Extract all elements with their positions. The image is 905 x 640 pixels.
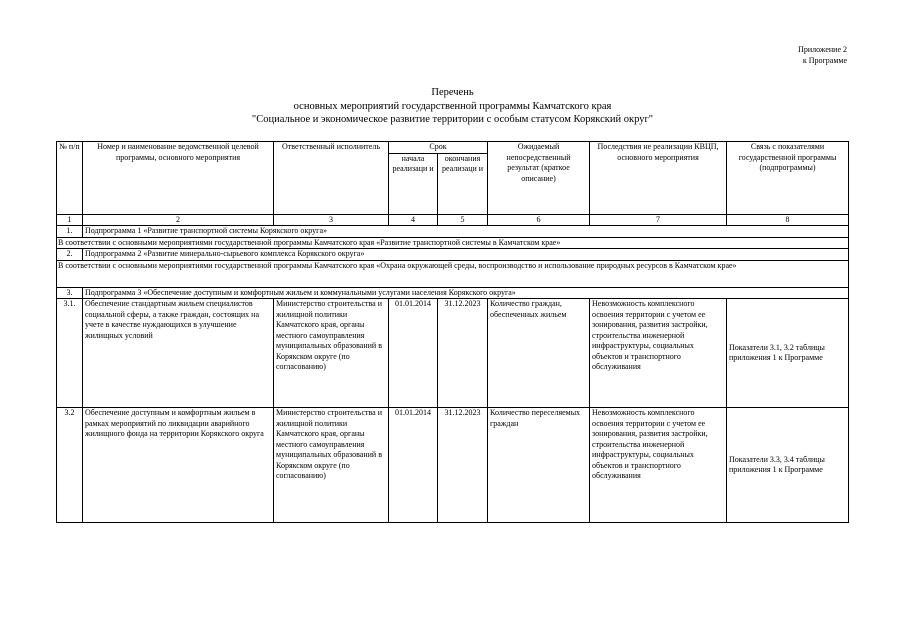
row-num: 3.2 [57, 408, 83, 523]
column-number: 7 [590, 214, 727, 226]
table-row [57, 299, 849, 408]
table-row [57, 408, 849, 523]
header-link: Связь с показателями государственной программы (подпрограммы) [727, 142, 849, 215]
measures-table [56, 141, 849, 523]
header-end: окончания реализаци и [438, 153, 488, 214]
row-consequences: Невозможность комплексного освоения территории с учетом ее зонирования, развития застройки, строительства инженерной инфраструктуры, социальных объектов и транспортного обслуживания [590, 299, 727, 408]
header-consequences: Последствия не реализации КВЦП, основного мероприятия [590, 142, 727, 215]
header-executor: Ответственный исполнитель [274, 142, 389, 215]
row-end: 31.12.2023 [438, 299, 488, 408]
subprogram-num: 2. [57, 249, 83, 261]
header-name: Номер и наименование ведомственной целевой программы, основного мероприятия [83, 142, 274, 215]
note-row [57, 260, 849, 287]
row-num: 3.1. [57, 299, 83, 408]
row-name: Обеспечение стандартным жильем специалистов социальной сферы, а также граждан, состоящих на учете в качестве нуждающихся в улучшение жилищных условий [83, 299, 274, 408]
row-consequences: Невозможность комплексного освоения территории с учетом ее зонирования, развития застройки, строительства инженерной инфраструктуры, социальных объектов и транспортного обслуживания [590, 408, 727, 523]
appendix-line-1: Приложение 2 [798, 45, 847, 54]
appendix-line-2: к Программе [802, 56, 847, 65]
subprogram-num: 1. [57, 226, 83, 238]
row-end: 31.12.2023 [438, 408, 488, 523]
row-executor: Министерство строительства и жилищной политики Камчатского края, органы местного самоуправления муниципальных образований в Корякском округе (по согласованию) [274, 408, 389, 523]
subprogram-row [57, 287, 849, 299]
column-number: 4 [389, 214, 438, 226]
title-line-3: "Социальное и экономическое развитие территории с особым статусом Корякский округ" [251, 114, 654, 125]
column-number: 2 [83, 214, 274, 226]
header-start: начала реализаци и [389, 153, 438, 214]
row-link: Показатели 3.3, 3.4 таблицы приложения 1 к Программе [727, 408, 849, 523]
subprogram-title: Подпрограмма 3 «Обеспечение доступным и комфортным жильем и коммунальными услугами населения Корякского округа» [83, 287, 849, 299]
row-start: 01.01.2014 [389, 408, 438, 523]
subprogram-title: Подпрограмма 1 «Развитие транспортной системы Корякского округа» [83, 226, 849, 238]
row-link: Показатели 3.1, 3.2 таблицы приложения 1 к Программе [727, 299, 849, 408]
appendix-note [798, 44, 847, 66]
column-number-row [57, 214, 849, 226]
header-row-1 [57, 142, 849, 154]
row-result: Количество переселяемых граждан [488, 408, 590, 523]
subprogram-note: В соответствии с основными мероприятиями государственной программы Камчатского края «Развитие транспортной системы в Камчатском крае» [57, 237, 849, 249]
header-num: № п/п [57, 142, 83, 215]
column-number: 8 [727, 214, 849, 226]
header-term: Срок [389, 142, 488, 154]
row-result: Количество граждан, обеспеченных жильем [488, 299, 590, 408]
row-name: Обеспечение доступным и комфортным жильем в рамках мероприятий по ликвидации аварийного жилищного фонда на территории Корякского округа [83, 408, 274, 523]
header-result: Ожидаемый непосредственный результат (краткое описание) [488, 142, 590, 215]
title-line-1: Перечень [431, 87, 474, 98]
column-number: 3 [274, 214, 389, 226]
subprogram-note: В соответствии с основными мероприятиями государственной программы Камчатского края «Охрана окружающей среды, воспроизводство и использование природных ресурсов в Камчатском крае» [57, 260, 849, 287]
note-row [57, 237, 849, 249]
subprogram-num: 3. [57, 287, 83, 299]
row-executor: Министерство строительства и жилищной политики Камчатского края, органы местного самоуправления муниципальных образований в Корякском округе (по согласованию) [274, 299, 389, 408]
column-number: 6 [488, 214, 590, 226]
subprogram-title: Подпрограмма 2 «Развитие минерально-сырьевого комплекса Корякского округа» [83, 249, 849, 261]
subprogram-row [57, 249, 849, 261]
column-number: 1 [57, 214, 83, 226]
document-title [0, 86, 905, 127]
subprogram-row [57, 226, 849, 238]
column-number: 5 [438, 214, 488, 226]
row-start: 01.01.2014 [389, 299, 438, 408]
title-line-2: основных мероприятий государственной программы Камчатского края [293, 100, 612, 112]
